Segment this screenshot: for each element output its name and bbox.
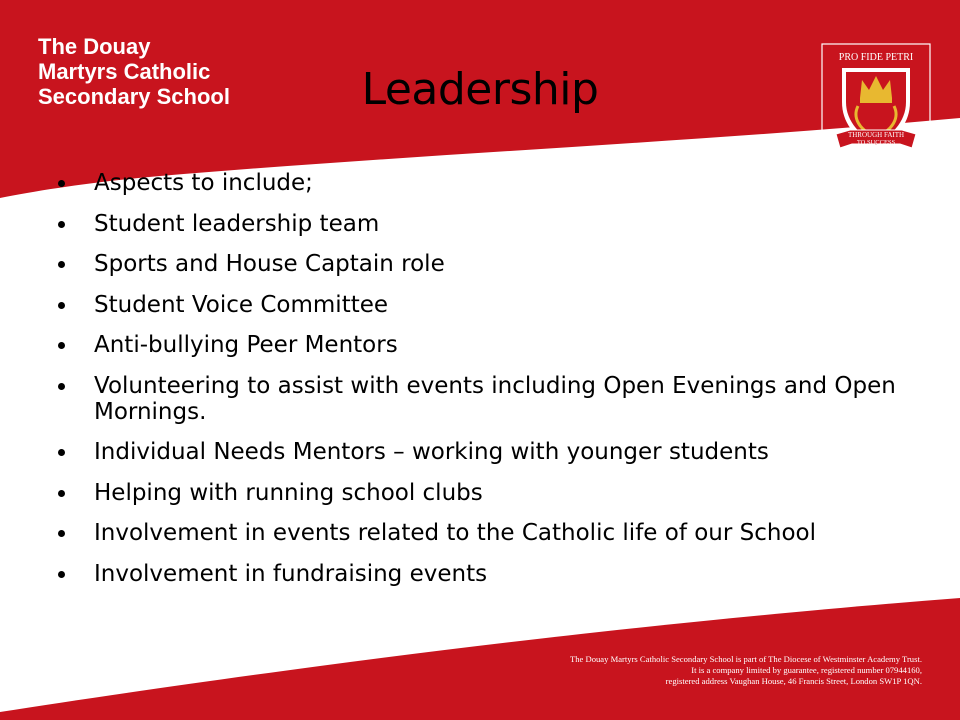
bullet-item bbox=[56, 373, 916, 425]
bullet-dot-icon bbox=[58, 530, 65, 537]
bullet-text: Anti-bullying Peer Mentors bbox=[94, 332, 398, 358]
footer-line-1: The Douay Martyrs Catholic Secondary School is part of The Diocese of Westminster Academy Trust. bbox=[570, 654, 922, 664]
school-name-line-3: Secondary School bbox=[38, 84, 230, 109]
bullet-dot-icon bbox=[58, 383, 65, 390]
bullet-dot-icon bbox=[58, 490, 65, 497]
bullet-item bbox=[56, 439, 916, 465]
school-name-line-1: The Douay bbox=[38, 34, 151, 59]
bullet-text: Involvement in fundraising events bbox=[94, 560, 488, 587]
bullet-text: Involvement in events related to the Catholic life of our School bbox=[94, 520, 817, 546]
bullet-dot-icon bbox=[58, 449, 65, 456]
crest-top-motto: PRO FIDE PETRI bbox=[838, 52, 914, 63]
bullet-text: Sports and House Captain role bbox=[94, 251, 445, 277]
crest-bottom-motto-line-1: THROUGH FAITH bbox=[847, 131, 905, 139]
bullet-item bbox=[56, 480, 916, 506]
slide-title: Leadership bbox=[361, 64, 599, 115]
school-crest-icon bbox=[820, 42, 932, 166]
school-name-line-2: Martyrs Catholic bbox=[38, 59, 211, 84]
bullet-item bbox=[56, 561, 916, 587]
bullet-item bbox=[56, 211, 916, 237]
bullet-dot-icon bbox=[58, 302, 65, 309]
bullet-item bbox=[56, 332, 916, 358]
footer-line-3: registered address Vaughan House, 46 Francis Street, London SW1P 1QN. bbox=[665, 676, 922, 686]
bullet-dot-icon bbox=[58, 180, 65, 187]
bullet-text: Student leadership team bbox=[94, 210, 380, 237]
bullet-item bbox=[56, 251, 916, 277]
bullet-text: Aspects to include; bbox=[94, 170, 313, 196]
bullet-item bbox=[56, 170, 916, 196]
bullet-item bbox=[56, 292, 916, 318]
crown-band bbox=[860, 98, 892, 103]
crest-bottom-motto-line-2: TO SUCCESS bbox=[856, 139, 896, 146]
bullet-list bbox=[56, 170, 916, 601]
bullet-text: Helping with running school clubs bbox=[94, 479, 483, 506]
bullet-dot-icon bbox=[58, 571, 65, 578]
bullet-dot-icon bbox=[58, 342, 65, 349]
footer-legal-text bbox=[560, 654, 922, 687]
bullet-dot-icon bbox=[58, 221, 65, 228]
bullet-item bbox=[56, 520, 916, 546]
bullet-text: Individual Needs Mentors – working with younger students bbox=[94, 439, 769, 465]
bullet-text: Volunteering to assist with events including Open Evenings and Open Mornings. bbox=[94, 372, 896, 425]
bullet-dot-icon bbox=[58, 261, 65, 268]
footer-line-2: It is a company limited by guarantee, registered number 07944160, bbox=[691, 665, 922, 675]
bullet-text: Student Voice Committee bbox=[94, 291, 389, 318]
